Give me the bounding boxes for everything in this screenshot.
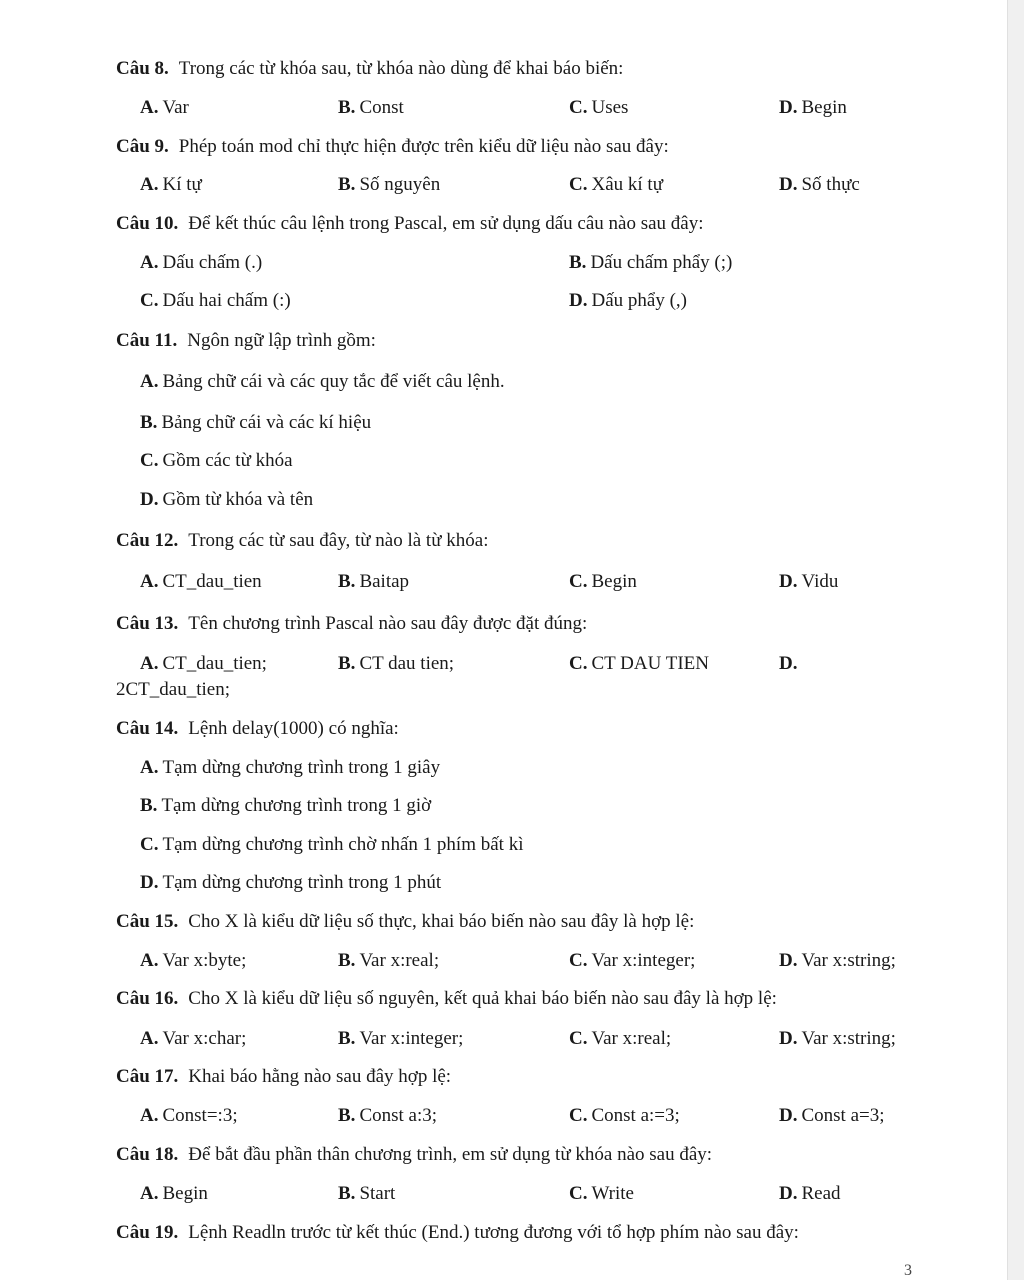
option-c: C. Const a:=3; (569, 1105, 680, 1126)
page-number: 3 (904, 1262, 912, 1279)
option-d: D. Begin (779, 97, 847, 118)
option-a: A. Const=:3; (140, 1105, 238, 1126)
vertical-scrollbar[interactable] (1007, 0, 1024, 1280)
question-text: Lệnh Readln trước từ kết thúc (End.) tương đương với tổ hợp phím nào sau đây: (188, 1222, 799, 1243)
question-text: Khai báo hằng nào sau đây hợp lệ: (188, 1066, 452, 1087)
option-a: A. Var (140, 97, 189, 118)
question-number: Câu 13. (116, 613, 179, 634)
option-b: B. Dấu chấm phẩy (;) (569, 252, 733, 273)
option-a: A. Begin (140, 1183, 208, 1204)
question-text: Để bắt đầu phần thân chương trình, em sử dụng từ khóa nào sau đây: (188, 1144, 713, 1165)
option-a: A. CT_dau_tien (140, 571, 262, 592)
question-18 (116, 1144, 712, 1166)
option-a: A. Tạm dừng chương trình trong 1 giây (140, 757, 441, 778)
question-text: Phép toán mod chỉ thực hiện được trên kiểu dữ liệu nào sau đây: (178, 136, 669, 157)
question-text: Trong các từ sau đây, từ nào là từ khóa: (188, 530, 489, 551)
option-c: C. Write (569, 1183, 634, 1204)
option-b: B. Start (338, 1183, 396, 1204)
option-a: A. CT_dau_tien; (140, 653, 267, 674)
option-c: C. CT DAU TIEN (569, 653, 710, 674)
option-d: D. Var x:string; (779, 950, 896, 971)
question-9 (116, 136, 669, 158)
question-number: Câu 17. (116, 1066, 179, 1087)
option-b: B. Bảng chữ cái và các kí hiệu (140, 412, 372, 433)
option-b: B. Var x:real; (338, 950, 440, 971)
option-c: C. Gồm các từ khóa (140, 450, 293, 471)
question-number: Câu 12. (116, 530, 179, 551)
question-number: Câu 14. (116, 718, 179, 739)
option-a: A. Dấu chấm (.) (140, 252, 263, 273)
option-c: C. Dấu hai chấm (:) (140, 290, 291, 311)
option-c: C. Begin (569, 571, 637, 592)
question-number: Câu 16. (116, 988, 179, 1009)
option-b: B. Baitap (338, 571, 410, 592)
option-a: A. Bảng chữ cái và các quy tắc để viết câu lệnh. (140, 371, 505, 392)
option-b: B. Const (338, 97, 404, 118)
option-d: D. Số thực (779, 174, 860, 195)
question-14 (116, 718, 399, 740)
option-d: D. Dấu phẩy (,) (569, 290, 687, 311)
question-number: Câu 10. (116, 213, 179, 234)
option-c: C. Uses (569, 97, 629, 118)
option-d: D. Tạm dừng chương trình trong 1 phút (140, 872, 442, 893)
question-13 (116, 613, 587, 635)
option-d: D. Var x:string; (779, 1028, 896, 1049)
question-text: Trong các từ khóa sau, từ khóa nào dùng để khai báo biến: (178, 58, 624, 79)
question-text: Để kết thúc câu lệnh trong Pascal, em sử dụng dấu câu nào sau đây: (188, 213, 704, 234)
option-b: B. Const a:3; (338, 1105, 438, 1126)
option-a: A. Var x:char; (140, 1028, 247, 1049)
option-c: C. Var x:integer; (569, 950, 696, 971)
question-number: Câu 9. (116, 136, 169, 157)
question-text: Ngôn ngữ lập trình gồm: (187, 330, 376, 351)
question-12 (116, 530, 488, 552)
question-number: Câu 11. (116, 330, 178, 351)
question-text: Tên chương trình Pascal nào sau đây được đặt đúng: (188, 613, 588, 634)
option-c: C. Tạm dừng chương trình chờ nhấn 1 phím bất kì (140, 834, 524, 855)
question-16 (116, 988, 777, 1010)
question-11 (116, 330, 376, 352)
option-d: D. Const a=3; (779, 1105, 885, 1126)
option-d: D. Gồm từ khóa và tên (140, 489, 314, 510)
question-10 (116, 213, 704, 235)
question-19 (116, 1222, 799, 1244)
option-d-wrapped-text: 2CT_dau_tien; (116, 679, 230, 700)
option-b: B. Tạm dừng chương trình trong 1 giờ (140, 795, 432, 816)
option-b: B. Số nguyên (338, 174, 441, 195)
question-number: Câu 18. (116, 1144, 179, 1165)
option-d: D. Vidu (779, 571, 839, 592)
option-a: A. Kí tự (140, 174, 202, 195)
option-b: B. CT dau tien; (338, 653, 455, 674)
option-d: D. (779, 653, 798, 674)
question-text: Lệnh delay(1000) có nghĩa: (188, 718, 399, 739)
option-a: A. Var x:byte; (140, 950, 247, 971)
option-b: B. Var x:integer; (338, 1028, 464, 1049)
question-number: Câu 8. (116, 58, 169, 79)
question-8 (116, 58, 623, 80)
question-text: Cho X là kiểu dữ liệu số thực, khai báo biến nào sau đây là hợp lệ: (188, 911, 695, 932)
question-number: Câu 15. (116, 911, 179, 932)
question-text: Cho X là kiểu dữ liệu số nguyên, kết quả khai báo biến nào sau đây là hợp lệ: (188, 988, 777, 1009)
question-17 (116, 1066, 451, 1088)
option-d: D. Read (779, 1183, 841, 1204)
option-c: C. Xâu kí tự (569, 174, 663, 195)
option-c: C. Var x:real; (569, 1028, 672, 1049)
question-15 (116, 911, 694, 933)
question-number: Câu 19. (116, 1222, 179, 1243)
